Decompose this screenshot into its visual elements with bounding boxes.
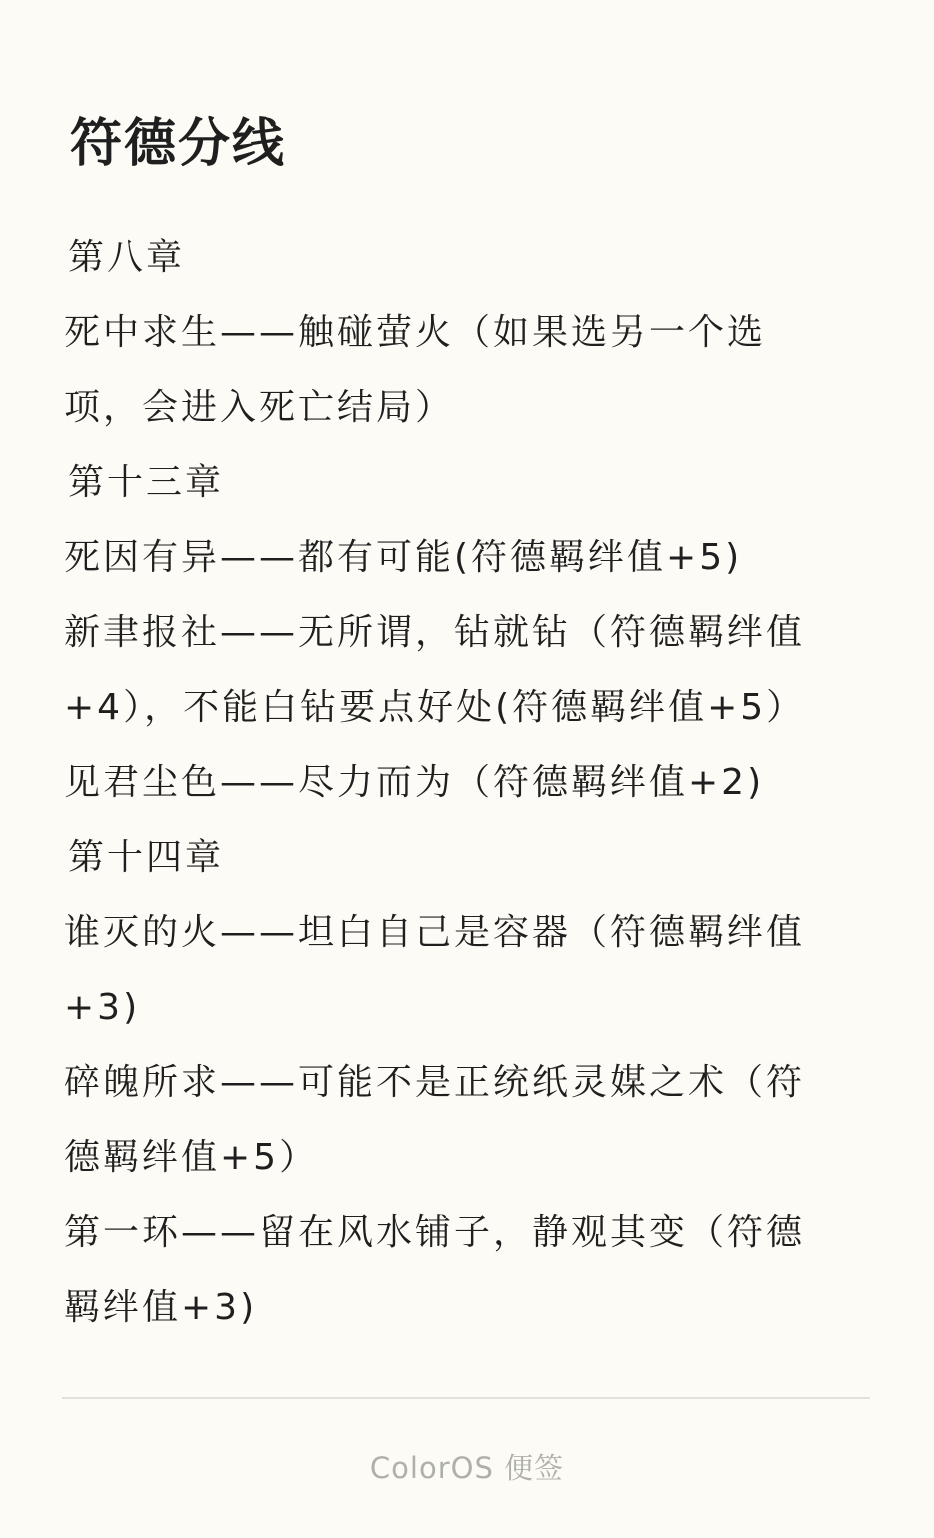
note-line: 项，会进入死亡结局） bbox=[64, 387, 455, 428]
chapter-heading: 第十三章 bbox=[68, 462, 225, 503]
note-line: 碎魄所求——可能不是正统纸灵媒之术（符 bbox=[64, 1062, 806, 1103]
footer-divider bbox=[62, 1397, 870, 1399]
chapter-heading: 第八章 bbox=[68, 237, 186, 278]
note-line: 死中求生——触碰萤火（如果选另一个选 bbox=[64, 312, 767, 353]
note-content bbox=[64, 104, 864, 1345]
note-line: 见君尘色——尽力而为（符德羁绊值+2) bbox=[64, 762, 765, 803]
note-line: 德羁绊值+5） bbox=[64, 1137, 319, 1178]
chapter-heading: 第十四章 bbox=[68, 837, 225, 878]
note-line: 谁灭的火——坦白自己是容器（符德羁绊值 bbox=[64, 912, 806, 953]
app-watermark: ColorOS 便签 bbox=[369, 1451, 565, 1485]
note-line: +4），不能白钻要点好处(符德羁绊值+5） bbox=[64, 687, 806, 728]
note-line: 第一环——留在风水铺子，静观其变（符德 bbox=[64, 1212, 806, 1253]
note-line: +3) bbox=[64, 987, 141, 1028]
note-title: 符德分线 bbox=[70, 114, 287, 174]
note-line: 新聿报社——无所谓，钻就钻（符德羁绊值 bbox=[64, 612, 806, 653]
note-line: 羁绊值+3) bbox=[64, 1287, 258, 1328]
note-line: 死因有异——都有可能(符德羁绊值+5) bbox=[64, 537, 743, 578]
